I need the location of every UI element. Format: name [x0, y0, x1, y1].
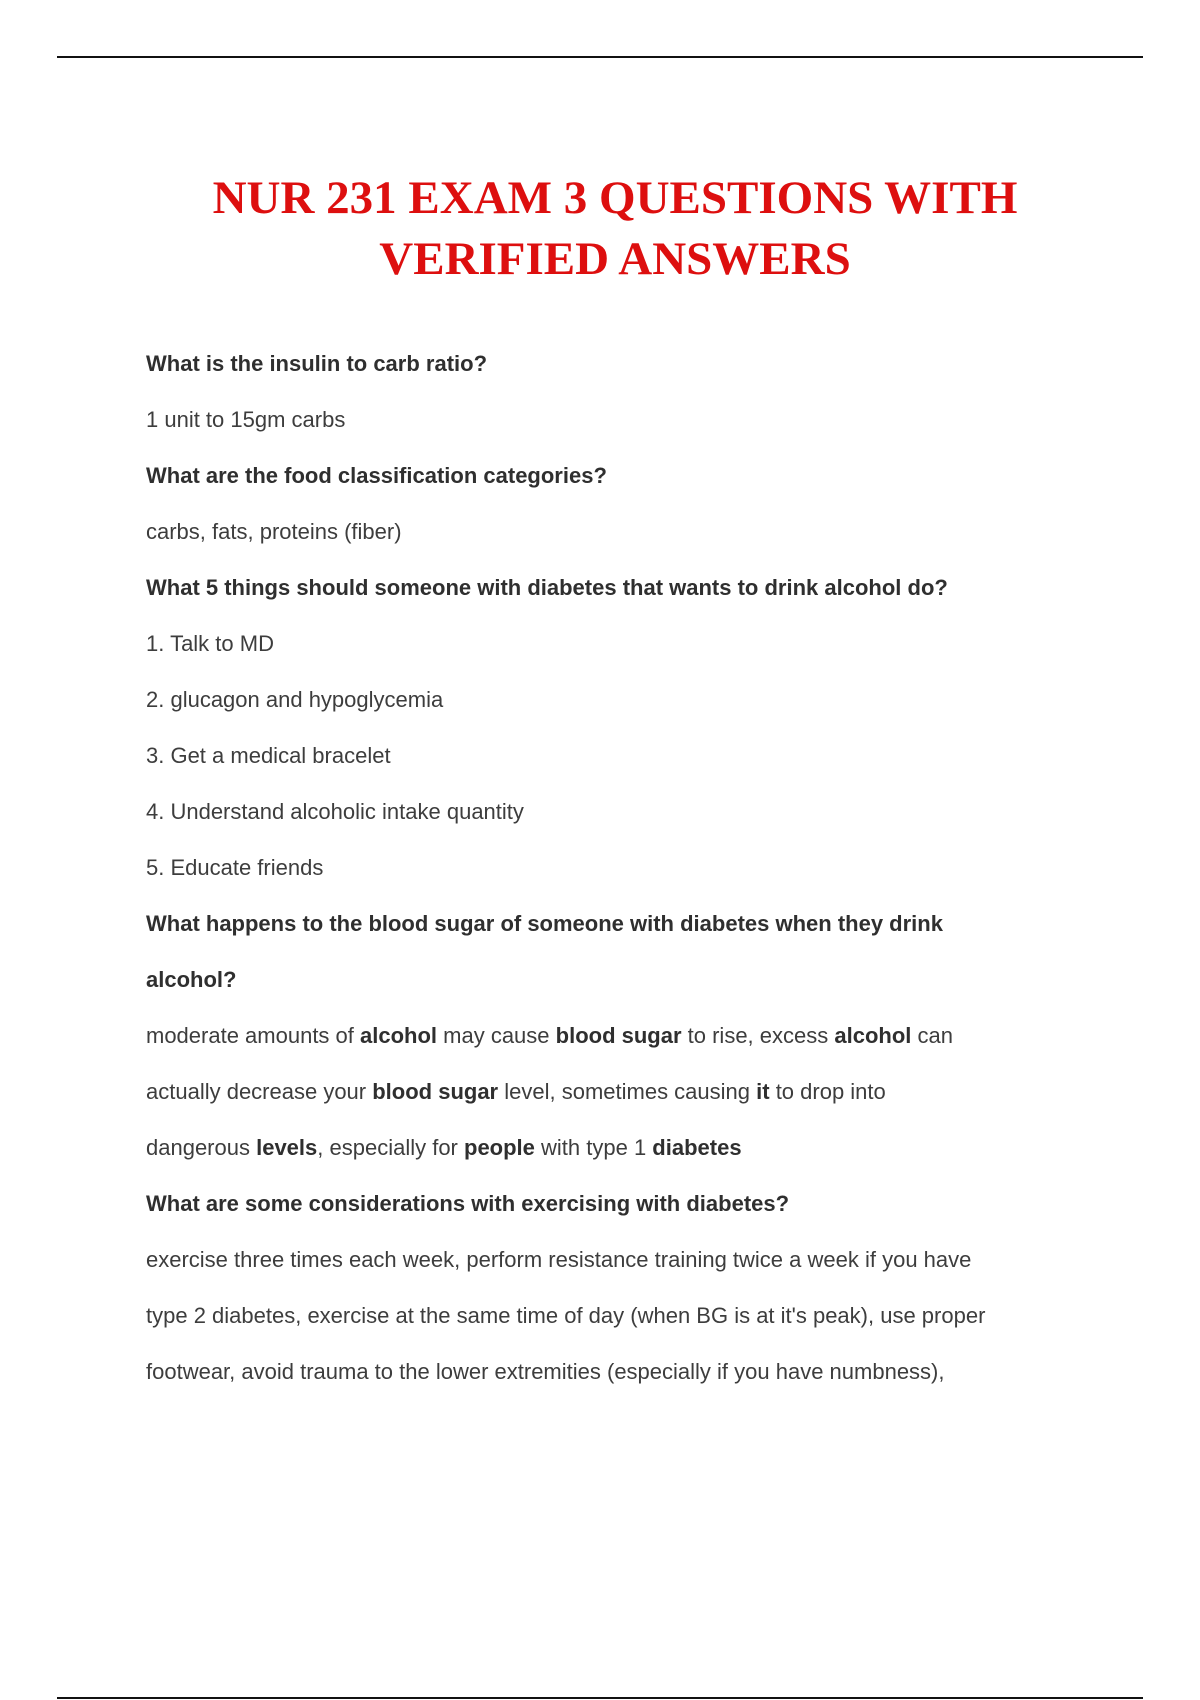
header-rule	[57, 56, 1143, 58]
qa-content	[146, 336, 1106, 1400]
answer-emphasis: blood sugar	[372, 1079, 499, 1104]
question-4-line-2: alcohol?	[146, 967, 237, 992]
answer-emphasis: it	[756, 1079, 770, 1104]
answer-text: dangerous	[146, 1135, 257, 1160]
answer-text: can	[911, 1023, 953, 1048]
answer-3-item-1: 1. Talk to MD	[146, 631, 274, 656]
answer-3-item-2: 2. glucagon and hypoglycemia	[146, 687, 444, 712]
answer-4-line-2	[146, 1064, 1106, 1120]
answer-text: may cause	[437, 1023, 556, 1048]
answer-5-line-2: type 2 diabetes, exercise at the same time of day (when BG is at it's peak), use proper	[146, 1303, 986, 1328]
answer-4-line-3	[146, 1120, 1106, 1176]
answer-3-item-3: 3. Get a medical bracelet	[146, 743, 391, 768]
answer-text: actually decrease your	[146, 1079, 373, 1104]
answer-5-line-3: footwear, avoid trauma to the lower extremities (especially if you have numbness),	[146, 1359, 945, 1384]
answer-text: to drop into	[769, 1079, 886, 1104]
title-line-1: NUR 231 EXAM 3 QUESTIONS WITH	[212, 172, 1018, 224]
answer-emphasis: levels	[256, 1135, 318, 1160]
answer-emphasis: diabetes	[652, 1135, 742, 1160]
answer-4-line-1	[146, 1008, 1106, 1064]
answer-1: 1 unit to 15gm carbs	[146, 407, 346, 432]
answer-text: , especially for	[317, 1135, 464, 1160]
document-title	[0, 168, 1200, 290]
answer-3-item-4: 4. Understand alcoholic intake quantity	[146, 799, 524, 824]
answer-text: moderate amounts of	[146, 1023, 361, 1048]
answer-emphasis: alcohol	[360, 1023, 438, 1048]
question-1: What is the insulin to carb ratio?	[146, 351, 488, 376]
question-4-line-1: What happens to the blood sugar of someone with diabetes when they drink	[146, 911, 943, 936]
answer-2: carbs, fats, proteins (fiber)	[146, 519, 402, 544]
answer-text: to rise, excess	[681, 1023, 835, 1048]
answer-emphasis: people	[464, 1135, 535, 1160]
question-2: What are the food classification categories?	[146, 463, 607, 488]
answer-3-item-5: 5. Educate friends	[146, 855, 324, 880]
answer-5-line-1: exercise three times each week, perform resistance training twice a week if you have	[146, 1247, 972, 1272]
question-3: What 5 things should someone with diabetes that wants to drink alcohol do?	[146, 575, 948, 600]
question-5: What are some considerations with exercising with diabetes?	[146, 1191, 790, 1216]
answer-text: level, sometimes causing	[498, 1079, 757, 1104]
answer-emphasis: blood sugar	[555, 1023, 682, 1048]
answer-text: with type 1	[534, 1135, 653, 1160]
answer-emphasis: alcohol	[834, 1023, 912, 1048]
title-line-2: VERIFIED ANSWERS	[379, 233, 851, 285]
footer-rule	[57, 1697, 1143, 1699]
